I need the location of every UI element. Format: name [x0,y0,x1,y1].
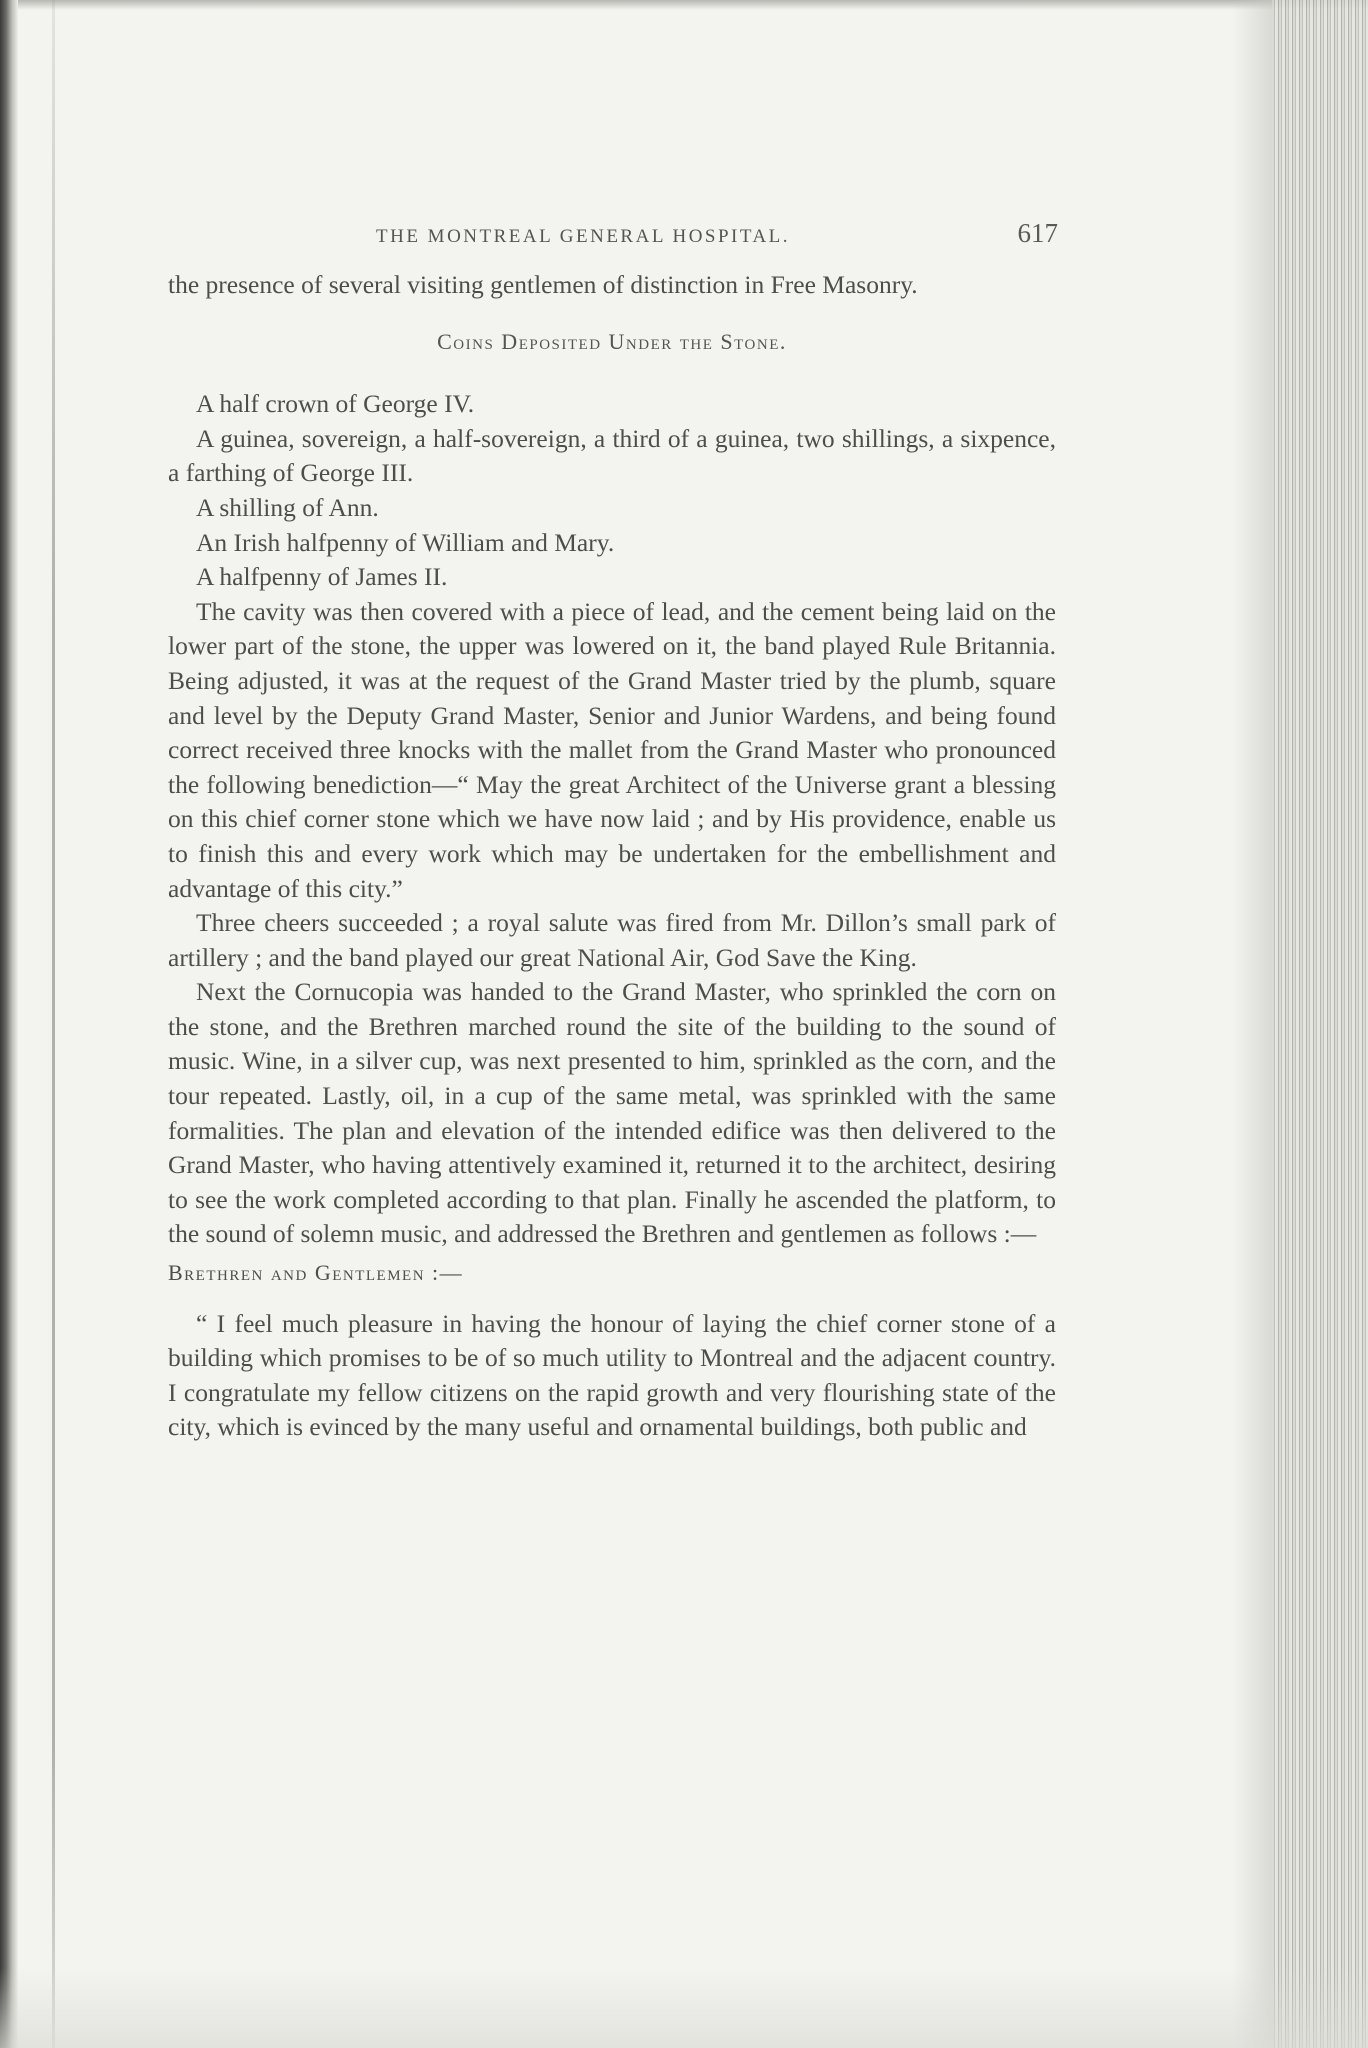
paragraph-cavity: The cavity was then covered with a piece of lead, and the cement being laid on the lower part of the stone, the upper was lowered on it, the band played Rule Britannia. Being adjusted, it was at the request of the Grand Master tried by the plumb, square and level by the Deputy Grand Master, Senior and Junior Wardens, and being found correct received three knocks with the mallet from the Grand Master who pronounced the following benediction—“ May the great Architect of the Universe grant a blessing on this chief corner stone which we have now laid ; and by His providence, enable us to finish this and every work which may be undertaken for the embellishment and advantage of this city.” [168,596,1056,903]
left-binding-edge [0,0,18,2048]
section-heading: Coins Deposited Under the Stone. [437,328,787,354]
running-head [170,216,1058,256]
paragraph-cornucopia: Next the Cornucopia was handed to the Grand Master, who sprinkled the corn on the stone, and the Brethren marched round the site of the building to the sound of music. Wine, in a silver cup, was next presented to him, sprinkled as the corn, and the tour repeated. Lastly, oil, in a cup of the same metal, was sprinkled with the same formalities. The plan and elevation of the intended edifice was then delivered to the Grand Master, who having attentively examined it, returned it to the architect, desiring to see the work completed according to that plan. Finally he ascended the platform, to the sound of solemn music, and addressed the Brethren and gentlemen as follows :— [168,977,1056,1249]
left-margin-shadow [52,0,55,2048]
paragraph-cheers: Three cheers succeeded ; a royal salute was fired from Mr. Dillon’s small park of artillery ; and the band played our great National Air, God Save the King. [168,908,1056,972]
coin-list-item: A shilling of Ann. [196,492,379,522]
bottom-shade [0,1968,1368,2048]
running-title: THE MONTREAL GENERAL HOSPITAL. [376,226,791,247]
coin-list-item: A halfpenny of James II. [196,562,448,592]
coin-list-item: A guinea, sovereign, a half-sovereign, a third of a guinea, two shillings, a sixpence, a farthing of George III. [168,423,1056,488]
coin-list-item: A half crown of George IV. [196,389,475,419]
right-gutter-shadow [1232,0,1272,2048]
coin-list-item: An Irish halfpenny of William and Mary. [196,527,615,557]
page-number: 617 [1017,218,1058,248]
top-page-edge [0,0,1368,10]
body-text [168,268,1056,1445]
right-page-stack-edge [1272,0,1368,2048]
paragraph-intro: the presence of several visiting gentlemen of distinction in Free Masonry. [168,270,918,299]
paragraph-speech: “ I feel much pleasure in having the honour of laying the chief corner stone of a building which promises to be of so much utility to Montreal and the adjacent country. I congratulate my fellow citizens on the rapid growth and very flourishing state of the city, which is evinced by the many useful and ornamental buildings, both public and [168,1308,1056,1442]
speech-salutation: Brethren and Gentlemen :— [168,1260,464,1286]
